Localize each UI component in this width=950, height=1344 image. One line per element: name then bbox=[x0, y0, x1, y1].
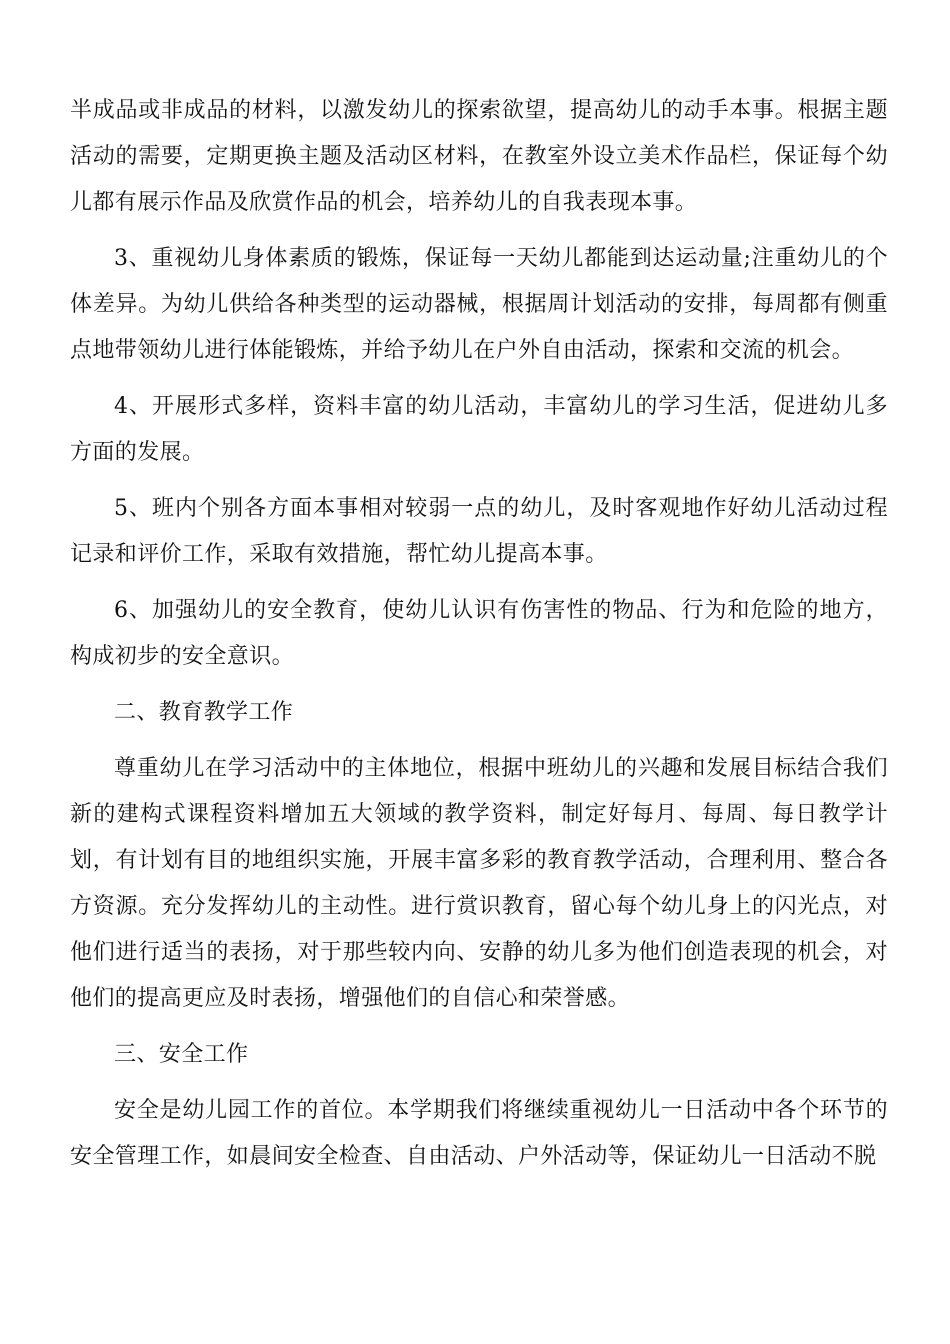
paragraph-item-6: 6、加强幼儿的安全教育，使幼儿认识有伤害性的物品、行为和危险的地方，构成初步的安全意识。 bbox=[70, 598, 888, 669]
paragraph-item-4: 4、开展形式多样，资料丰富的幼儿活动，丰富幼儿的学习生活，促进幼儿多方面的发展。 bbox=[70, 394, 888, 465]
paragraph-teaching: 尊重幼儿在学习活动中的主体地位，根据中班幼儿的兴趣和发展目标结合我们新的建构式课程资料增加五大领域的教学资料，制定好每月、每周、每日教学计划，有计划有目的地组织实施，开展丰富多彩的教育教学活动，合理利用、整合各方资源。充分发挥幼儿的主动性。进行赏识教育，留心每个幼儿身上的闪光点，对他们进行适当的表扬，对于那些较内向、安静的幼儿多为他们创造表现的机会，对他们的提高更应及时表扬，增强他们的自信心和荣誉感。 bbox=[70, 756, 888, 1011]
section-heading-teaching: 二、教育教学工作 bbox=[114, 700, 294, 725]
paragraph-item-5: 5、班内个别各方面本事相对较弱一点的幼儿，及时客观地作好幼儿活动过程记录和评价工作，采取有效措施，帮忙幼儿提高本事。 bbox=[70, 496, 888, 567]
paragraph-safety: 安全是幼儿园工作的首位。本学期我们将继续重视幼儿一日活动中各个环节的安全管理工作，如晨间安全检查、自由活动、户外活动等，保证幼儿一日活动不脱 bbox=[70, 1098, 888, 1169]
section-heading-safety: 三、安全工作 bbox=[114, 1042, 249, 1067]
paragraph-continuation: 半成品或非成品的材料，以激发幼儿的探索欲望，提高幼儿的动手本事。根据主题活动的需要，定期更换主题及活动区材料，在教室外设立美术作品栏，保证每个幼儿都有展示作品及欣赏作品的机会，培养幼儿的自我表现本事。 bbox=[70, 98, 888, 215]
document-body bbox=[70, 88, 888, 1190]
paragraph-item-3: 3、重视幼儿身体素质的锻炼，保证每一天幼儿都能到达运动量;注重幼儿的个体差异。为幼儿供给各种类型的运动器械，根据周计划活动的安排，每周都有侧重点地带领幼儿进行体能锻炼，并给予幼儿在户外自由活动，探索和交流的机会。 bbox=[70, 246, 888, 363]
